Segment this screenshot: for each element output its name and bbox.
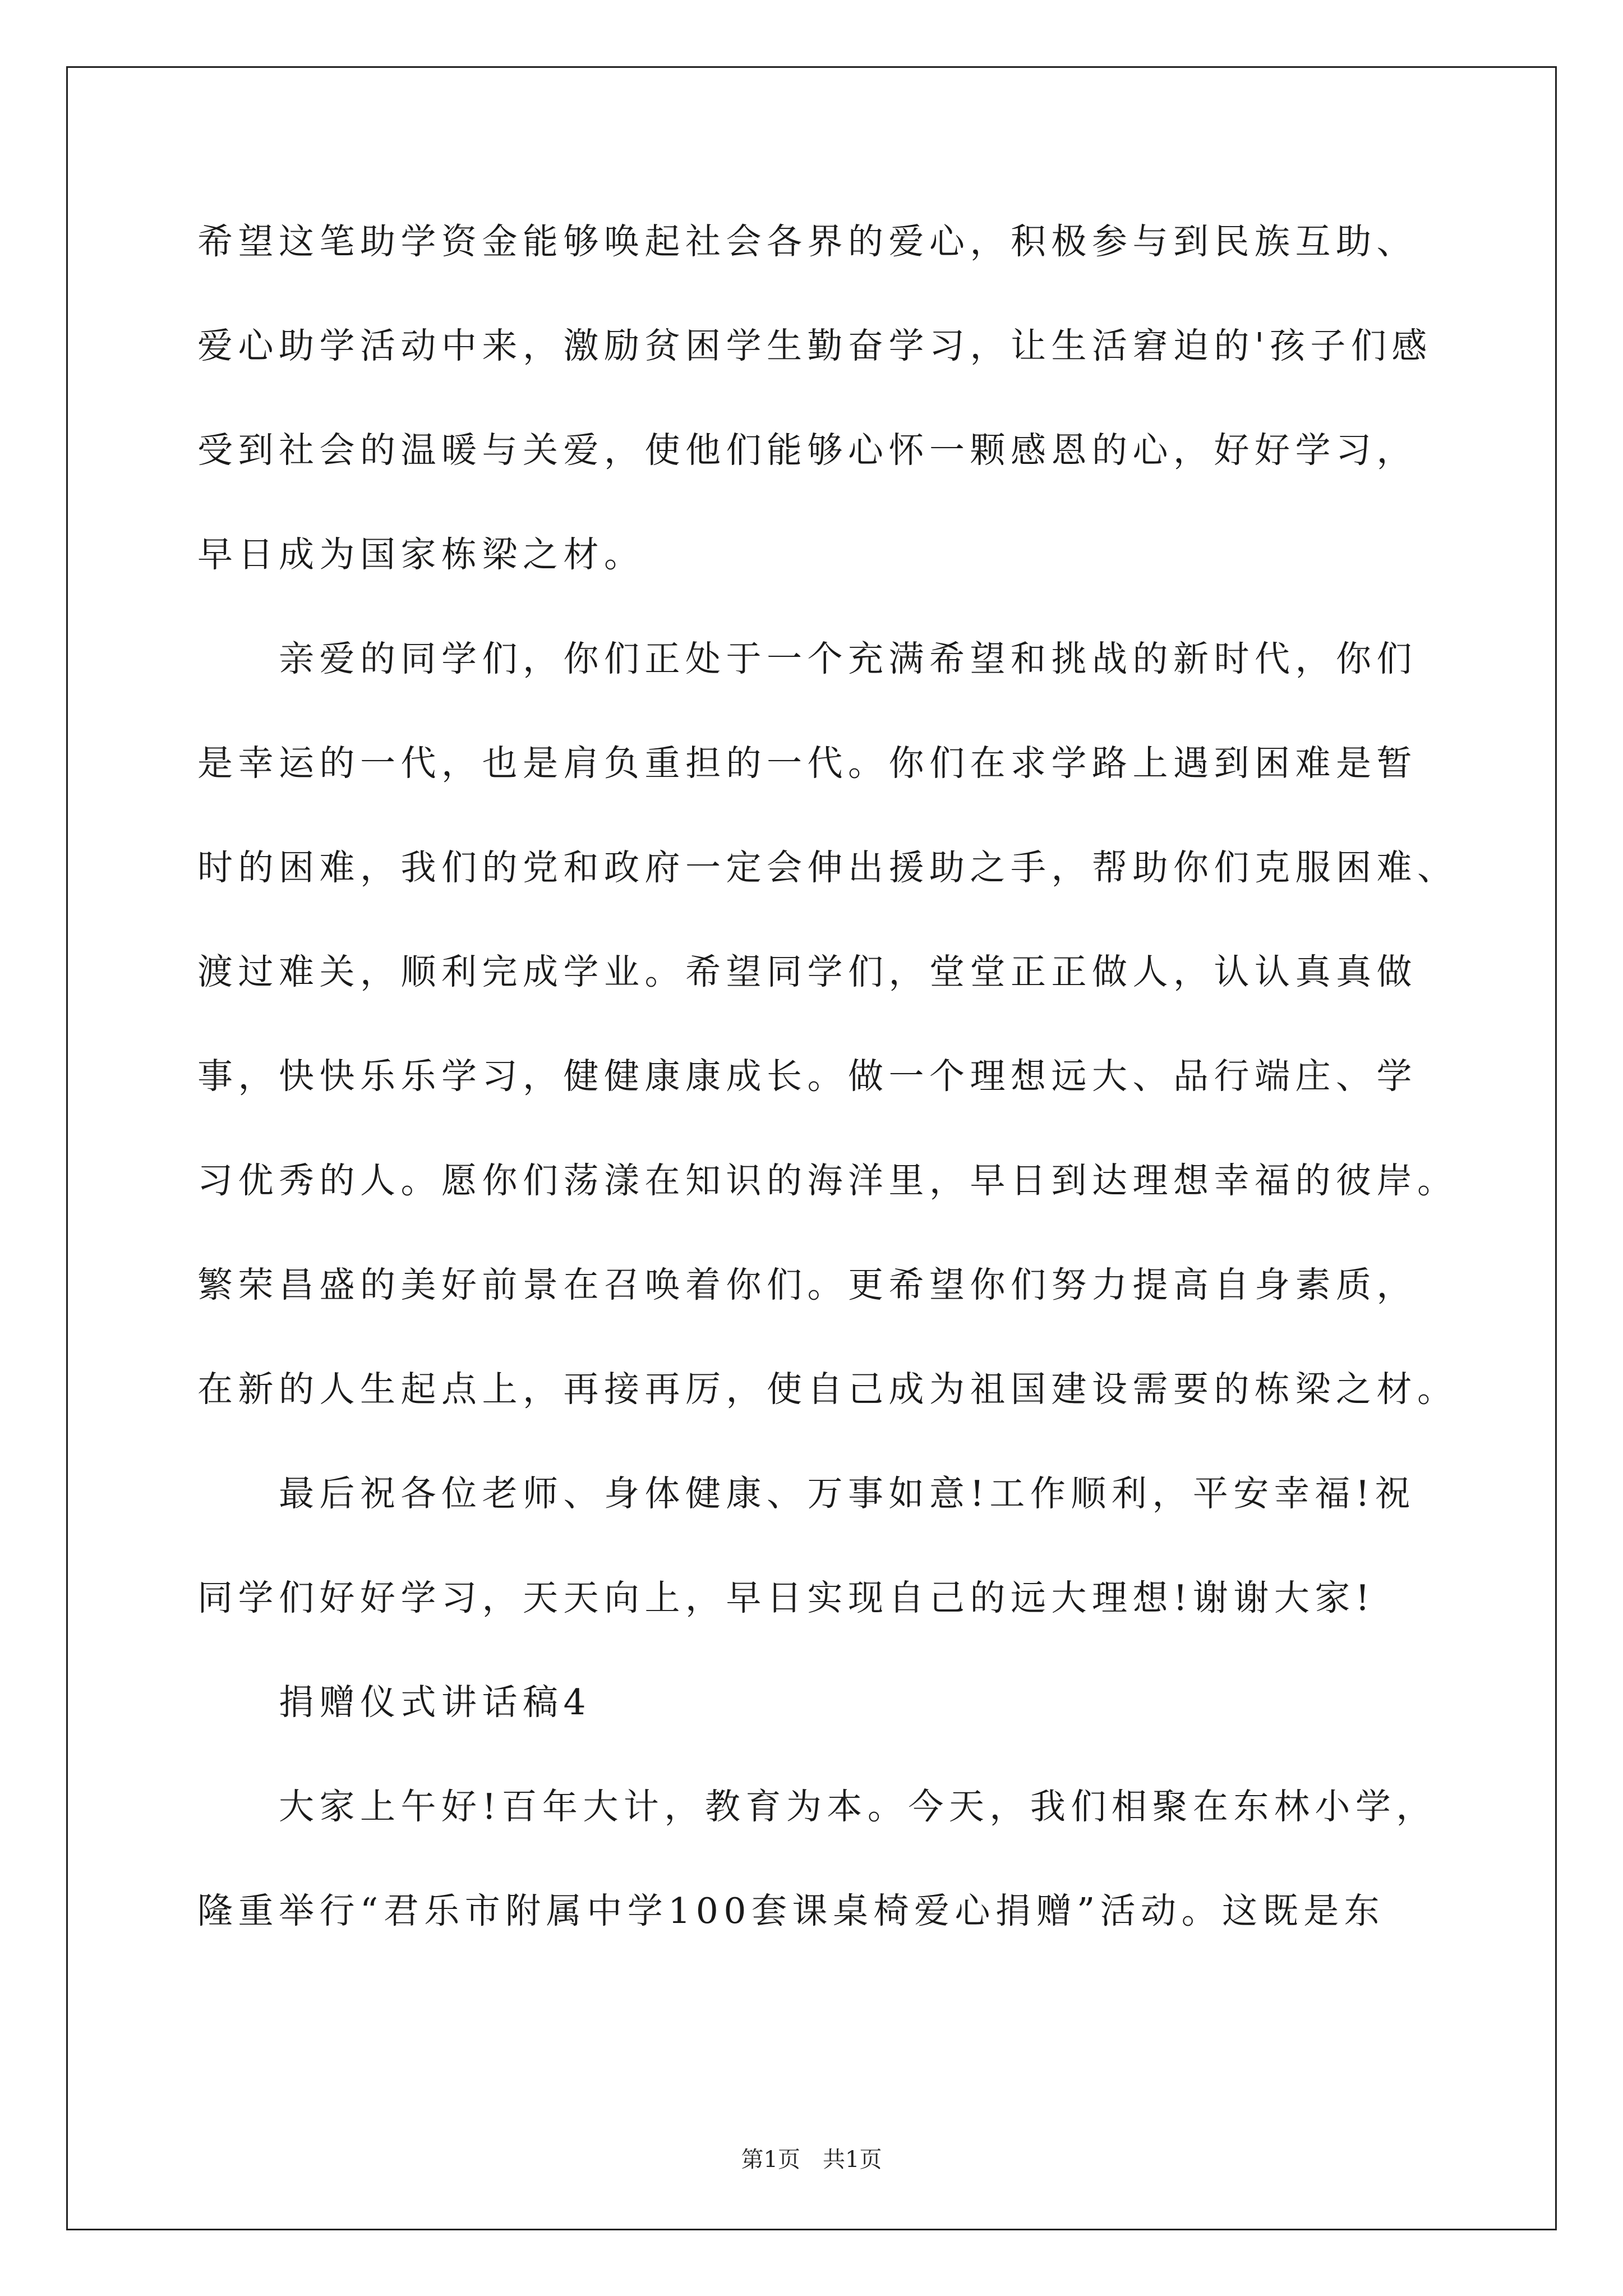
text-line: 早日成为国家栋梁之材。 bbox=[197, 534, 645, 575]
text-line: 同学们好好学习，天天向上，早日实现自己的远大理想!谢谢大家! bbox=[197, 1577, 1375, 1618]
paragraph-start-line: 最后祝各位老师、身体健康、万事如意!工作顺利，平安幸福!祝 bbox=[197, 1473, 1416, 1514]
paragraph-start-line: 大家上午好!百年大计，教育为本。今天，我们相聚在东林小学， bbox=[197, 1786, 1437, 1827]
page-number-footer: 第1页 共1页 bbox=[741, 2147, 882, 2173]
text-line: 希望这笔助学资金能够唤起社会各界的爱心，积极参与到民族互助、 bbox=[197, 221, 1417, 262]
text-line: 事，快快乐乐学习，健健康康成长。做一个理想远大、品行端庄、学 bbox=[197, 1056, 1417, 1097]
text-line: 是幸运的一代，也是肩负重担的一代。你们在求学路上遇到困难是暂 bbox=[197, 743, 1417, 784]
text-line: 在新的人生起点上，再接再厉，使自己成为祖国建设需要的栋梁之材。 bbox=[197, 1369, 1458, 1410]
text-line: 渡过难关，顺利完成学业。希望同学们，堂堂正正做人，认认真真做 bbox=[197, 951, 1417, 992]
section-heading: 捐赠仪式讲话稿4 bbox=[197, 1682, 592, 1723]
text-line: 时的困难，我们的党和政府一定会伸出援助之手，帮助你们克服困难、 bbox=[197, 847, 1458, 888]
paragraph-start-line: 亲爱的同学们，你们正处于一个充满希望和挑战的新时代，你们 bbox=[197, 638, 1417, 679]
text-line: 爱心助学活动中来，激励贫困学生勤奋学习，让生活窘迫的'孩子们感 bbox=[197, 325, 1432, 366]
text-line: 受到社会的温暖与关爱，使他们能够心怀一颗感恩的心，好好学习， bbox=[197, 430, 1417, 471]
text-line: 习优秀的人。愿你们荡漾在知识的海洋里，早日到达理想幸福的彼岸。 bbox=[197, 1160, 1458, 1201]
text-line: 隆重举行“君乐市附属中学100套课桌椅爱心捐赠”活动。这既是东 bbox=[197, 1890, 1385, 1931]
document-body bbox=[197, 214, 1458, 1987]
text-line: 繁荣昌盛的美好前景在召唤着你们。更希望你们努力提高自身素质， bbox=[197, 1264, 1417, 1305]
